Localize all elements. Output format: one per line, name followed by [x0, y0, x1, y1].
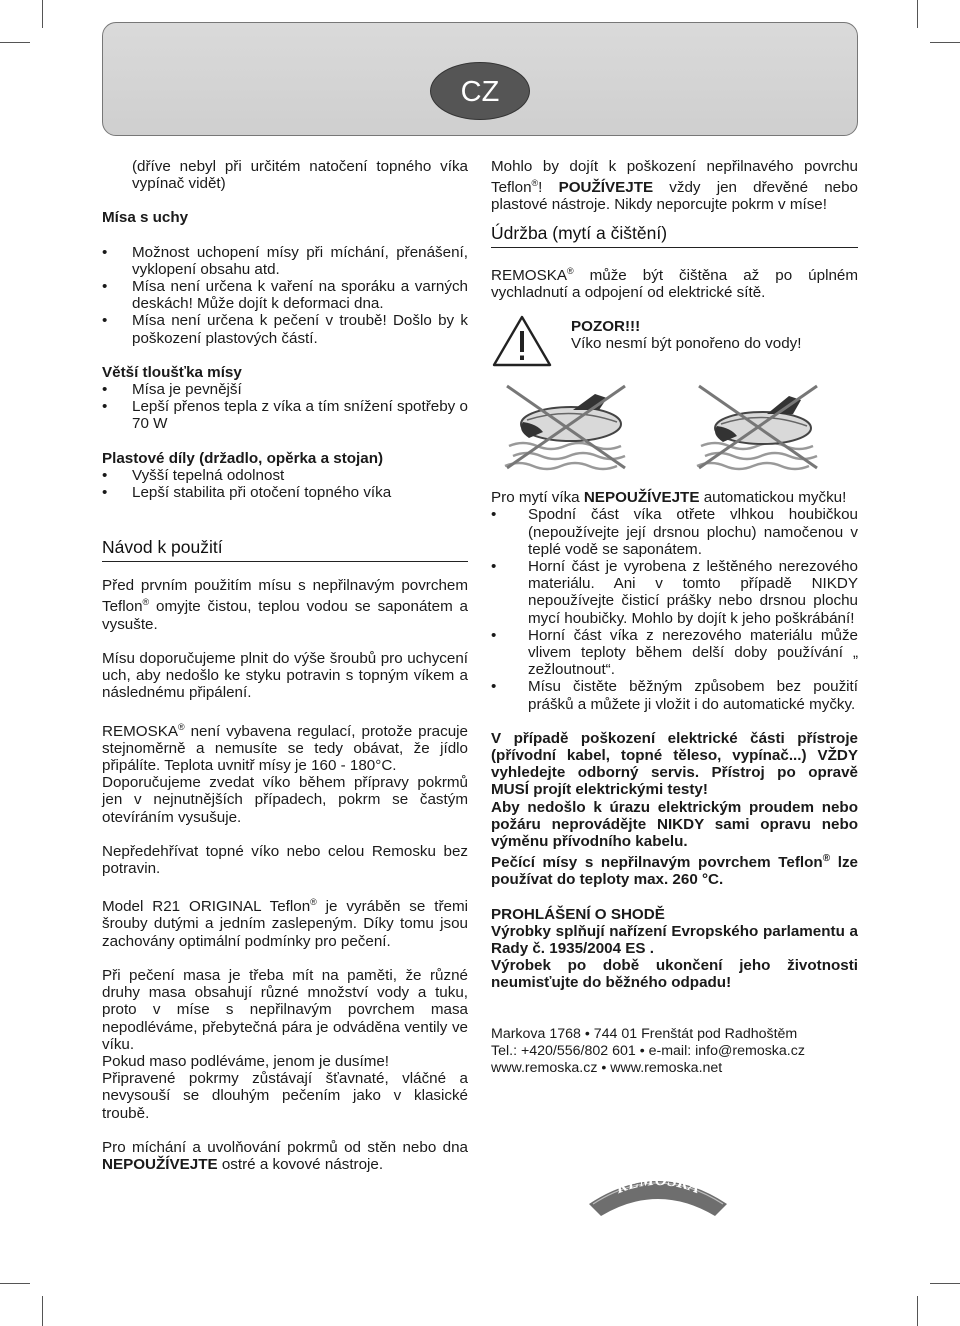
- safety-paragraph: Pečící mísy s nepřilnavým povrchem Teflon® lze používat do teploty max. 260 °C.: [491, 853, 858, 889]
- crop-mark: [917, 1296, 918, 1326]
- warning-box: [491, 318, 858, 374]
- intro-text: (dříve nebyl při určitém natočení topného víka vypínač vidět): [132, 158, 468, 193]
- manual-paragraph: Před prvním použitím mísu s nepřilnavým povrchem Teflon® omyjte čistou, teplou vodou se saponátem a vysušte.: [102, 577, 468, 633]
- manual-paragraph: Mísu doporučujeme plnit do výše šroubů pro uchycení uch, aby nedošlo ke styku potravin s topným víkem a následnému připálení.: [102, 649, 468, 702]
- manual-paragraph: Doporučujeme zvedat víko během přípravy pokrmů jen v nejnutnějších případech, pokrm se častým otevíráním vysušuje.: [102, 774, 468, 826]
- manual-paragraph: Nepředehřívat topné víko nebo celou Remosku bez potravin.: [102, 842, 468, 878]
- manual-paragraph: Model R21 ORIGINAL Teflon® je vyráběn se třemi šrouby dutými a jedním zaslepeným. Díky tomu jsou zachovány optimální podmínky pro pečení.: [102, 897, 468, 950]
- list-item: • Mísa není určena k pečení v troubě! Došlo by k poškození plastových částí.: [102, 312, 468, 346]
- manual-paragraph: Pro míchání a uvolňování pokrmů od stěn nebo dna NEPOUŽÍVEJTE ostré a kovové nástroje.: [102, 1138, 468, 1173]
- thickness-title: Větší tloušťka mísy: [102, 363, 242, 381]
- warning-title: POZOR!!!: [571, 318, 641, 336]
- left-column: [102, 158, 468, 1173]
- list-item: • Mísu čistěte běžným způsobem bez použití prášků a můžete ji vložit i do automatické myčky.: [491, 678, 858, 712]
- crop-mark: [42, 0, 43, 28]
- list-item: • Lepší stabilita při otočení topného víka: [102, 484, 468, 501]
- warning-text: Víko nesmí být ponořeno do vody!: [571, 335, 802, 353]
- manual-paragraph: REMOSKA® není vybavena regulací, protože pracuje stejnoměrně a nemusíte se tedy obávat, že jídlo připálíte. Teplota uvnitř mísy je 160 - 180°C.: [102, 721, 468, 774]
- plastic-parts-title: Plastové díly (držadlo, opěrka a stojan): [102, 449, 384, 467]
- bowl-handles-title: Mísa s uchy: [102, 209, 189, 227]
- wash-list: [491, 506, 858, 712]
- maintenance-title: Údržba (mytí a čištění): [491, 223, 858, 248]
- conformity-paragraph: Výrobek po době ukončení jeho životnosti neumisťujte do běžného odpadu!: [491, 957, 858, 992]
- crop-mark: [0, 42, 30, 43]
- crop-mark: [930, 42, 960, 43]
- no-immersion-illustration: [491, 382, 858, 474]
- bowl-handles-list: [102, 244, 468, 347]
- company-web: www.remoska.cz • www.remoska.net: [491, 1060, 723, 1077]
- safety-paragraph: Aby nedošlo k úrazu elektrickým proudem nebo požáru neprovádějte NIKDY sami opravu nebo výměnu přívodního kabelu.: [491, 798, 858, 850]
- crop-mark: [0, 1283, 30, 1284]
- list-item: • Mísa není určena k vaření na sporáku a varných deskách! Může dojít k deformaci dna.: [102, 278, 468, 312]
- plastic-parts-list: [102, 467, 468, 501]
- wash-text: Pro mytí víka NEPOUŽÍVEJTE automatickou myčku!: [491, 489, 847, 507]
- company-address: Markova 1768 • 744 01 Frenštát pod Radhoštěm: [491, 1025, 798, 1042]
- remoska-logo: [583, 1160, 733, 1222]
- company-contact: Tel.: +420/556/802 601 • e-mail: info@remoska.cz: [491, 1042, 805, 1059]
- conformity-paragraph: Výrobky splňují nařízení Evropského parlamentu a Rady č. 1935/2004 ES .: [491, 922, 858, 958]
- warning-triangle-icon: [491, 314, 553, 368]
- maintenance-text: REMOSKA® může být čištěna až po úplném vychladnutí a odpojení od elektrické sítě.: [491, 265, 858, 301]
- manual-paragraph: Při pečení masa je třeba mít na paměti, že různé druhy masa obsahují různé množství vody a tuku, proto v míse s nepřilnavým povrchem masa nepodléváme, přebytečná pára je odváděna ventily ve víku.: [102, 966, 468, 1053]
- continuation-text: Mohlo by dojít k poškození nepřilnavého povrchu Teflon®! POUŽÍVEJTE vždy jen dřevěné nebo plastové nástroje. Nikdy neporcujte pokrm v míse!: [491, 158, 858, 214]
- list-item: • Mísa je pevnější: [102, 381, 468, 398]
- language-badge: CZ: [430, 62, 530, 120]
- safety-paragraph: V případě poškození elektrické části přístroje (přívodní kabel, topné těleso, vypínač...) VŽDY vyhledejte odborný servis. Přístroj po opravě MUSÍ projít elektrickými testy!: [491, 729, 858, 799]
- lid-in-water-crossed-icon: [503, 382, 633, 472]
- list-item: • Horní část je vyrobena z leštěného nerezového materiálu. Ani v tomto případě NIKDY nepoužívejte čisticí prášky nebo drsnou plochu mycí houbičky. Mohlo by dojít k jeho poškrábání!: [491, 558, 858, 627]
- lid-in-water-crossed-icon: [695, 382, 825, 472]
- conformity-title: PROHLÁŠENÍ O SHODĚ: [491, 905, 665, 923]
- manual-paragraph: Pokud maso podléváme, jenom je dusíme!: [102, 1052, 390, 1070]
- crop-mark: [42, 1296, 43, 1326]
- list-item: • Horní část víka z nerezového materiálu může vlivem teploty během delší doby používání „ zežloutnout“.: [491, 627, 858, 679]
- manual-paragraph: Připravené pokrmy zůstávají šťavnaté, vláčné a nevysouší se dlouhým pečením jako v klasické troubě.: [102, 1070, 468, 1122]
- manual-title: Návod k použití: [102, 537, 468, 562]
- thickness-list: [102, 381, 468, 433]
- crop-mark: [917, 0, 918, 28]
- logo-text: REMOSKA: [612, 1169, 704, 1198]
- crop-mark: [930, 1283, 960, 1284]
- list-item: • Možnost uchopení mísy při míchání, přenášení, vyklopení obsahu atd.: [102, 244, 468, 278]
- list-item: • Lepší přenos tepla z víka a tím snížení spotřeby o 70 W: [102, 398, 468, 432]
- list-item: • Spodní část víka otřete vlhkou houbičkou (nepoužívejte její drsnou plochu) namočenou v teplé vodě se saponátem.: [491, 506, 858, 558]
- list-item: • Vyšší tepelná odolnost: [102, 467, 468, 484]
- right-column: [491, 158, 858, 1077]
